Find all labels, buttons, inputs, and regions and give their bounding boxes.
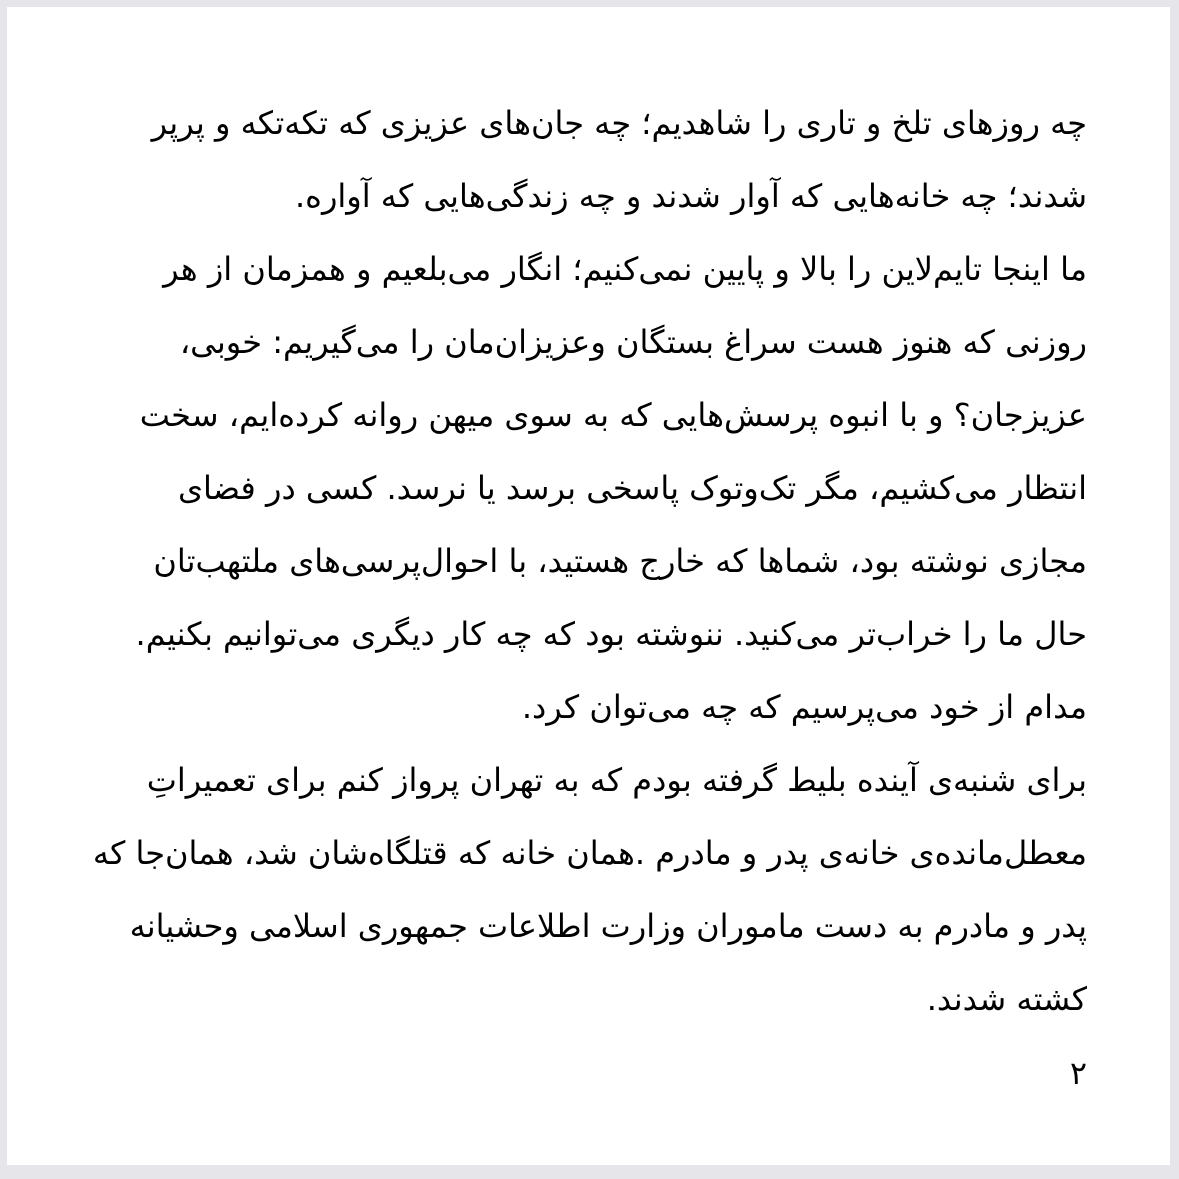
text-line-6: انتظار می‌کشیم، مگر تک‌وتوک پاسخی برسد یا نرسد. کسی در فضای — [177, 469, 1087, 507]
page-number: ۲ — [1069, 1054, 1087, 1092]
document-page — [7, 7, 1170, 1165]
text-line-4: روزنی که هنوز هست سراغ بستگان وعزیزان‌مان را می‌گیریم: خوبی، — [179, 323, 1087, 361]
text-line-3: ما اینجا تایم‌لاین را بالا و پایین نمی‌کنیم؛ انگار می‌بلعیم و همزمان از هر — [163, 250, 1087, 288]
text-line-11: معطل‌مانده‌ی خانه‌ی پدر و مادرم .همان خانه که قتلگاه‌شان شد، همان‌جا که — [92, 834, 1087, 872]
text-line-1: چه روزهای تلخ و تاری را شاهدیم؛ چه جان‌های عزیزی که تکه‌تکه و پرپر — [151, 104, 1087, 142]
text-line-5: عزیزجان؟ و با انبوه پرسش‌هایی که به سوی میهن روانه کرده‌ایم، سخت — [139, 396, 1087, 434]
text-line-12: پدر و مادرم به دست ماموران وزارت اطلاعات جمهوری اسلامی وحشیانه — [129, 907, 1087, 945]
text-line-7: مجازی نوشته بود، شماها که خارج هستید، با احوال‌پرسی‌های ملتهب‌تان — [153, 542, 1087, 580]
text-line-2: شدند؛ چه خانه‌هایی که آوار شدند و چه زندگی‌هایی که آواره. — [295, 177, 1087, 215]
text-line-10: برای شنبه‌ی آینده بلیط گرفته بودم که به تهران پرواز کنم برای تعمیراتِ — [146, 761, 1087, 799]
body-text — [92, 87, 1087, 1036]
text-line-9: مدام از خود می‌پرسیم که چه می‌توان کرد. — [521, 688, 1087, 726]
text-line-8: حال ما را خراب‌تر می‌کنید. ننوشته بود که چه کار دیگری می‌توانیم بکنیم. — [135, 615, 1087, 653]
text-line-13: کشته شدند. — [926, 980, 1087, 1018]
